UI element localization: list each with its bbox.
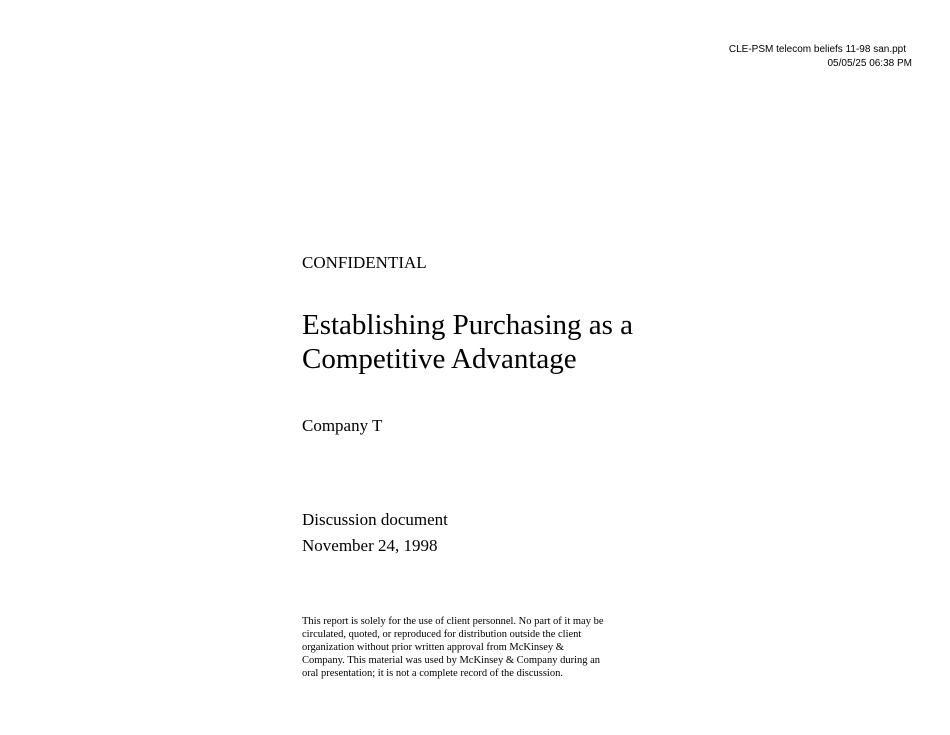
- disclaimer-line: Company. This material was used by McKinsey & Company during an: [302, 655, 601, 666]
- file-metadata: [729, 43, 912, 71]
- disclaimer-line: organization without prior written approval from McKinsey &: [302, 642, 564, 653]
- disclaimer: [302, 615, 662, 680]
- document-info: [302, 507, 448, 559]
- title-line: Establishing Purchasing as a: [302, 309, 634, 341]
- document-date: November 24, 1998: [302, 536, 438, 555]
- disclaimer-line: oral presentation; it is not a complete record of the discussion.: [302, 668, 563, 679]
- file-timestamp: 05/05/25 06:38 PM: [827, 58, 912, 69]
- file-name: CLE-PSM telecom beliefs 11-98 san.ppt: [728, 44, 906, 55]
- client-name: Company T: [302, 416, 383, 435]
- disclaimer-line: circulated, quoted, or reproduced for distribution outside the client: [302, 629, 582, 640]
- document-title: [302, 308, 722, 376]
- document-type: Discussion document: [302, 510, 448, 529]
- confidentiality-label: CONFIDENTIAL: [302, 253, 427, 272]
- disclaimer-line: This report is solely for the use of client personnel. No part of it may be: [302, 616, 604, 627]
- title-line: Competitive Advantage: [302, 343, 577, 375]
